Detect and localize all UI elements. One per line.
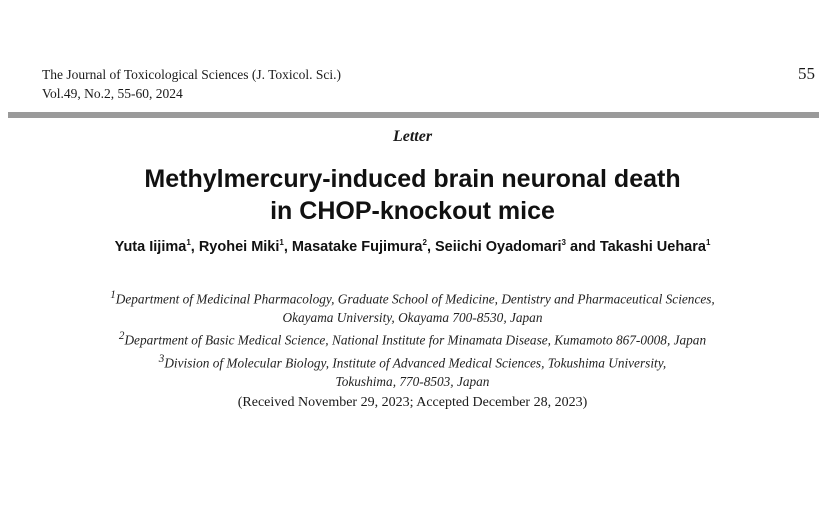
affiliation-line: Okayama University, Okayama 700-8530, Japan: [282, 309, 543, 325]
author-name: Takashi Uehara: [599, 239, 706, 255]
received-dates: (Received November 29, 2023; Accepted December 28, 2023): [237, 395, 588, 410]
title-line-1: Methylmercury-induced brain neuronal death: [144, 165, 681, 193]
title-line-2: in CHOP-knockout mice: [270, 197, 555, 225]
author-name: Yuta Iijima: [114, 239, 187, 255]
affiliation-line: [0, 327, 825, 350]
author: [292, 239, 427, 255]
author: [115, 239, 191, 255]
affiliation-number: 3: [158, 353, 165, 366]
affiliation-line: [0, 350, 825, 373]
author-name: Ryohei Miki: [198, 239, 280, 255]
author: [435, 239, 566, 255]
affiliation-text: Department of Basic Medical Science, National Institute for Minamata Disease, Kumamoto 867-0008, Japan: [124, 332, 707, 348]
author: [199, 239, 284, 255]
page-number: 55: [798, 64, 815, 83]
header-divider: [8, 112, 819, 118]
affiliation-line: Tokushima, 770-8503, Japan: [335, 374, 490, 390]
author-affiliation-marker: 1: [279, 238, 284, 248]
article-type: Letter: [392, 128, 433, 145]
volume-info: Vol.49, No.2, 55-60, 2024: [42, 86, 183, 101]
author-affiliation-marker: 3: [561, 238, 566, 248]
author-affiliation-marker: 1: [705, 238, 711, 248]
affiliation-number: 2: [118, 330, 125, 343]
affiliation-line: [0, 286, 825, 309]
author-list: [0, 239, 825, 255]
author-separator: and: [565, 239, 600, 255]
author: [600, 239, 711, 255]
journal-citation: [42, 65, 341, 103]
affiliation-text: Department of Medicinal Pharmacology, Graduate School of Medicine, Dentistry and Pharmaceutical Sciences,: [115, 291, 715, 307]
article-title: [0, 163, 825, 227]
author-separator: ,: [283, 239, 292, 255]
author-affiliation-marker: 1: [186, 238, 191, 248]
affiliation-number: 1: [110, 289, 116, 301]
affiliations: [0, 286, 825, 392]
author-separator: ,: [426, 239, 435, 255]
affiliation-text: Division of Molecular Biology, Institute of Advanced Medical Sciences, Tokushima University,: [164, 355, 667, 371]
author-name: Masatake Fujimura: [291, 239, 423, 255]
author-separator: ,: [190, 239, 199, 255]
author-affiliation-marker: 2: [422, 238, 427, 248]
journal-name: The Journal of Toxicological Sciences (J. Toxicol. Sci.): [42, 67, 342, 82]
author-name: Seiichi Oyadomari: [435, 239, 562, 255]
